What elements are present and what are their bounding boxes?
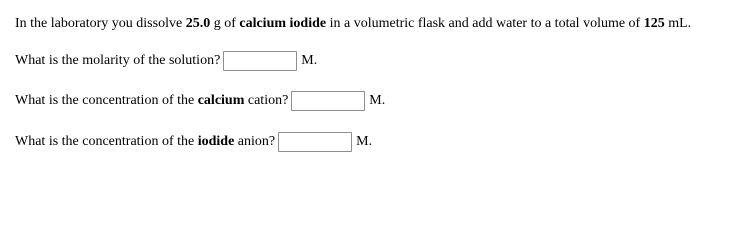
question-text-end: anion? <box>234 134 276 149</box>
molarity-answer-input[interactable] <box>223 51 297 71</box>
question-molarity <box>15 51 317 71</box>
question-calcium-cation <box>15 91 385 111</box>
question-text <box>15 92 288 110</box>
intro-text: mL. <box>664 16 692 31</box>
intro-text: g of <box>210 16 240 31</box>
ion-name: calcium <box>197 93 245 108</box>
question-text: What is the molarity of the solution? <box>15 53 221 68</box>
unit-label: M. <box>356 134 373 149</box>
intro-text: In the laboratory you dissolve <box>15 16 186 31</box>
question-text-end: cation? <box>244 93 289 108</box>
question-iodide-anion <box>15 132 372 152</box>
question-text-start: What is the concentration of the <box>15 93 198 108</box>
intro-text: in a volumetric flask and add water to a total volume of <box>326 16 644 31</box>
ion-name: iodide <box>197 134 235 149</box>
question-text <box>15 133 275 151</box>
mass-value: 25.0 <box>185 16 211 31</box>
unit-label: M. <box>369 93 386 108</box>
compound-name: calcium iodide <box>239 16 327 31</box>
unit-label: M. <box>301 53 318 68</box>
question-text-start: What is the concentration of the <box>15 134 198 149</box>
volume-value: 125 <box>643 16 665 31</box>
problem-statement <box>15 15 691 33</box>
calcium-cation-answer-input[interactable] <box>291 91 365 111</box>
iodide-anion-answer-input[interactable] <box>278 132 352 152</box>
